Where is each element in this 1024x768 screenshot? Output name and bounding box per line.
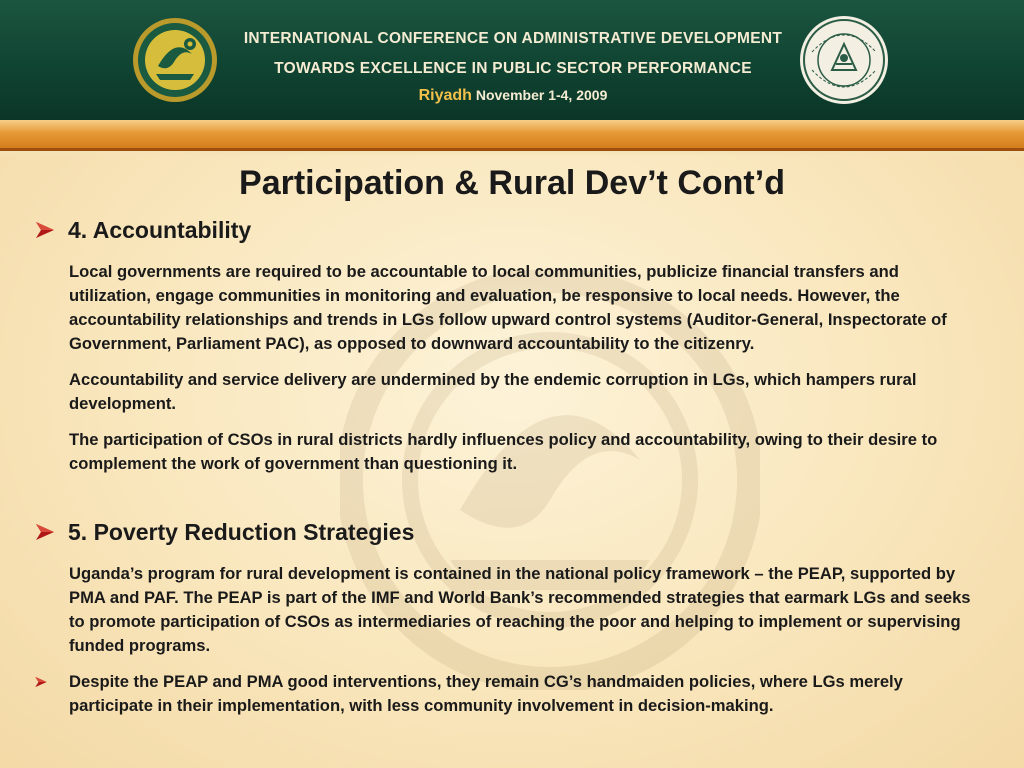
conference-city: Riyadh: [418, 87, 472, 104]
arrow-bullet-icon: [34, 221, 56, 239]
section-heading: 5. Poverty Reduction Strategies: [68, 518, 415, 545]
conference-title-block: [228, 24, 798, 107]
conference-location-date: [228, 84, 798, 107]
section-accountability: [34, 214, 984, 476]
section-paragraph: Accountability and service delivery are undermined by the endemic corruption in LGs, which hampers rural development.: [69, 370, 917, 413]
arrow-bullet-icon: [34, 523, 56, 541]
conference-name: INTERNATIONAL CONFERENCE ON ADMINISTRATIVE DEVELOPMENT: [243, 30, 783, 47]
conference-dates: November 1-4, 2009: [475, 87, 608, 103]
section-heading: 4. Accountability: [68, 216, 252, 243]
section-heading-row: [34, 214, 984, 246]
slide-title: Participation & Rural Dev’t Cont’d: [239, 164, 785, 202]
sub-bullet: [34, 670, 984, 718]
section-heading-row: [34, 516, 984, 548]
section-paragraph: Local governments are required to be accountable to local communities, publicize financial transfers and utilization, engage communities in monitoring and evaluation, be responsive to local needs. However, the accountability relationships and trends in LGs follow upward control systems (Auditor-General, Inspectorate of Government, Parliament PAC), as opposed to downward accountability to the citizenry.: [69, 262, 947, 353]
institute-seal-icon: [796, 12, 892, 108]
section-paragraph: Uganda’s program for rural development is contained in the national policy framework – the PEAP, supported by PMA and PAF. The PEAP is part of the IMF and World Bank’s recommended strategies that earmark LGs and seeks to promote participation of CSOs as intermediaries of reaching the poor and helping to implement or supervising funded programs.: [69, 564, 971, 655]
section-paragraph: The participation of CSOs in rural districts hardly influences policy and accountability, owing to their desire to complement the work of government than questioning it.: [69, 430, 938, 473]
conference-banner: [0, 0, 1024, 120]
arrow-bullet-icon: [34, 675, 48, 689]
banner-orange-stripe: [0, 120, 1024, 148]
sub-bullet-text: Despite the PEAP and PMA good interventions, they remain CG’s handmaiden policies, where LGs merely participate in their implementation, with less community involvement in decision-making.: [69, 672, 903, 715]
banner-fade: [0, 151, 1024, 157]
golden-anniversary-logo-icon: [130, 14, 220, 106]
conference-theme: TOWARDS EXCELLENCE IN PUBLIC SECTOR PERFORMANCE: [274, 60, 752, 77]
section-poverty-reduction: [34, 516, 984, 718]
